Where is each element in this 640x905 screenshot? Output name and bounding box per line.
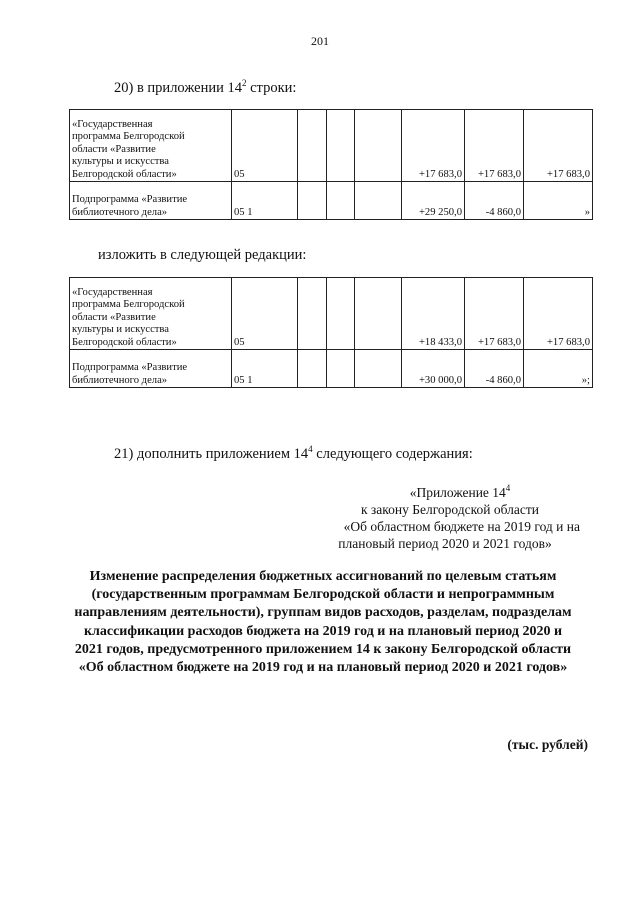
- table-new-rows: [69, 277, 593, 388]
- section-21-intro: 21) дополнить приложением $14^4$ следующего содержания:: [114, 444, 473, 462]
- empty-cell: [327, 350, 355, 388]
- row-name-cell: Подпрограмма «Развитие библиотечного дела»: [70, 350, 232, 388]
- page-number: 201: [311, 34, 329, 48]
- value-2020-cell: +17 683,0: [465, 278, 524, 350]
- table-row: [70, 350, 593, 388]
- target-code-cell: 05 1: [232, 350, 298, 388]
- empty-cell: [298, 278, 327, 350]
- restate-text: изложить в следующей редакции:: [98, 247, 307, 263]
- empty-cell: [298, 110, 327, 182]
- empty-cell: [355, 182, 402, 220]
- empty-cell: [355, 278, 402, 350]
- table-row: [70, 278, 593, 350]
- row-name-cell: «Государственная программа Белгородской области «Развитие культуры и искусства Белгородской области»: [70, 110, 232, 182]
- units-label: (тыс. рублей): [507, 737, 588, 752]
- value-2019-cell: +29 250,0: [402, 182, 465, 220]
- empty-cell: [327, 110, 355, 182]
- target-code-cell: 05: [232, 278, 298, 350]
- row-name-cell: Подпрограмма «Развитие библиотечного дела»: [70, 182, 232, 220]
- empty-cell: [327, 278, 355, 350]
- table-old-rows: [69, 109, 593, 220]
- value-2020-cell: +17 683,0: [465, 110, 524, 182]
- target-code-cell: 05 1: [232, 182, 298, 220]
- target-code-cell: 05: [232, 110, 298, 182]
- value-2019-cell: +30 000,0: [402, 350, 465, 388]
- document-heading: Изменение распределения бюджетных ассигнований по целевым статьям (государственным программам Белгородской области и непрограммным направлениям деятельности), группам видов расходов, разделам, подразделам классификации расходов бюджета на 2019 год и на плановый период 2020 и 2021 годов, предусмотренного приложением 14 к закону Белгородской области «Об областном бюджете на 2019 год и на плановый период 2020 и 2021 годов»: [74, 569, 572, 676]
- empty-cell: [327, 182, 355, 220]
- value-2020-cell: -4 860,0: [465, 350, 524, 388]
- empty-cell: [355, 110, 402, 182]
- value-2021-cell: »;: [524, 350, 593, 388]
- empty-cell: [355, 350, 402, 388]
- section-20-intro: 20) в приложении $14^2$ строки:: [114, 78, 297, 96]
- value-2021-cell: +17 683,0: [524, 278, 593, 350]
- value-2019-cell: +18 433,0: [402, 278, 465, 350]
- value-2021-cell: +17 683,0: [524, 110, 593, 182]
- appendix-reference: «Приложение $14^4$ к закону Белгородской области «Об областном бюджете на 2019 год и на плановый период 2020 и 2021 годов»: [338, 483, 580, 551]
- row-name-cell: «Государственная программа Белгородской области «Развитие культуры и искусства Белгородской области»: [70, 278, 232, 350]
- value-2019-cell: +17 683,0: [402, 110, 465, 182]
- value-2021-cell: »: [524, 182, 593, 220]
- table-row: [70, 182, 593, 220]
- empty-cell: [298, 182, 327, 220]
- table-row: [70, 110, 593, 182]
- empty-cell: [298, 350, 327, 388]
- value-2020-cell: -4 860,0: [465, 182, 524, 220]
